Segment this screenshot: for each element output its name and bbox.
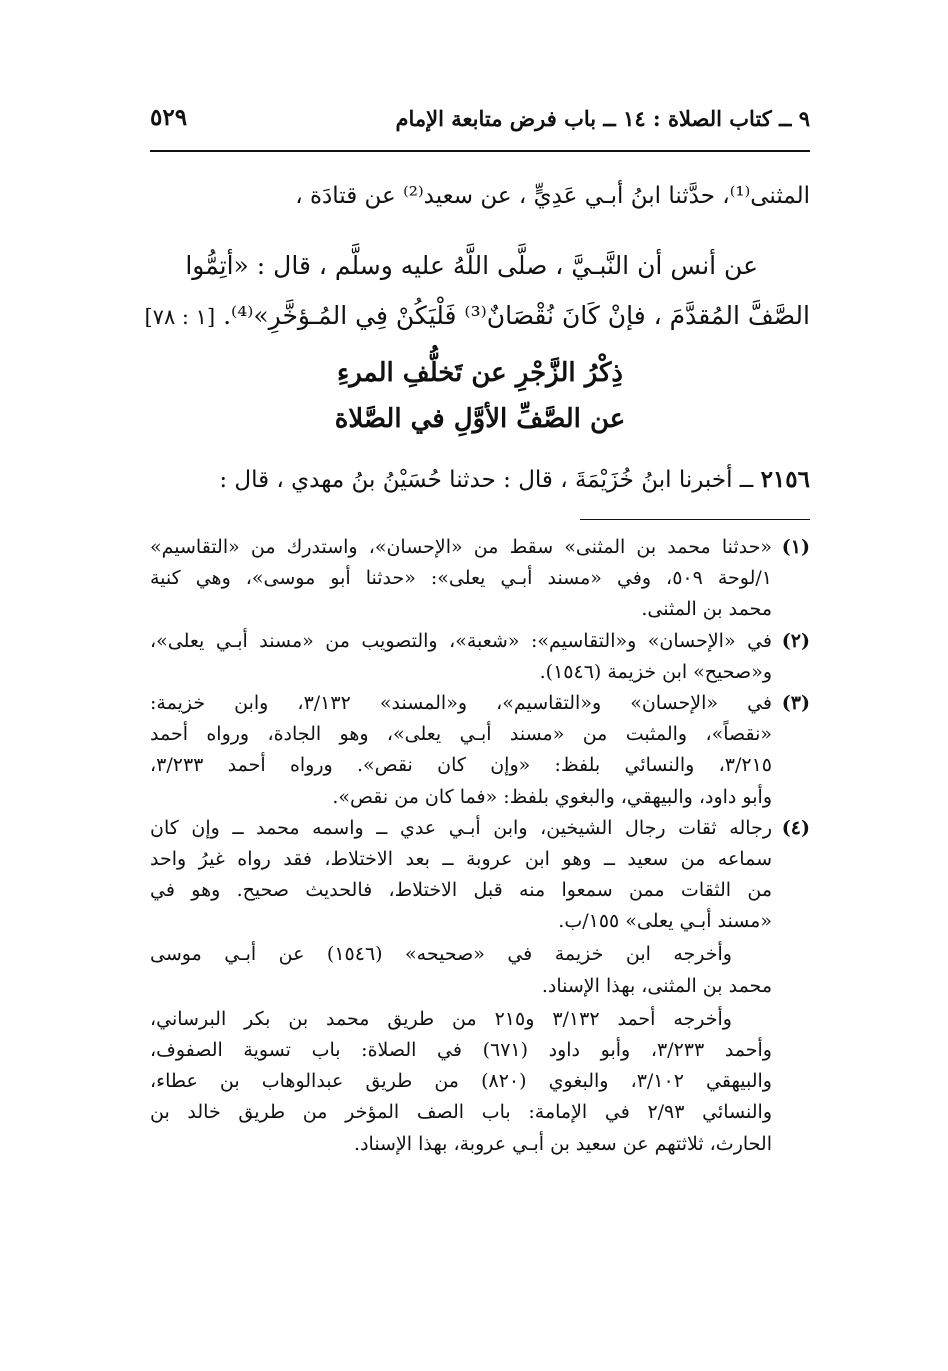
footnote-line: الحارث، ثلاثتهم عن سعيد بن أبـي عروبة، بهذا الإسناد. [354,1132,772,1155]
footnote-line: محمد بن المثنى، بهذا الإسناد. [541,974,772,997]
footnote-mark: (٤) [781,816,810,839]
footnote-body [150,532,772,626]
footnote-line: «نقصاً»، والمثبت من «مسند أبـي يعلى»، وهو الجادة، ورواه أحمد [150,723,772,746]
footnote-line: ١/لوحة ٥٠٩، وفي «مسند أبـي يعلى»: «حدثنا أبو موسى»، وهي كنية [150,567,772,590]
footnote-body [150,688,772,813]
footnote-line: محمد بن المثنى. [641,598,772,621]
footnotes [150,532,810,1160]
main-text-line-3-text: الصَّفَّ المُقدَّمَ ، فإنْ كَانَ نُقْصَانٌ⁽³⁾ فَلْيَكُنْ فِي المُـؤخَّرِ»⁽⁴⁾. [223,301,810,330]
footnote-mark: (٣) [781,691,810,714]
footnote-line: سماعه من سعيد ــ وهو ابن عروبة ــ بعد الاختلاط، فقد رواه غيرُ واحد [150,847,772,870]
hadith-text: ــ أخبرنا ابنُ خُزَيْمَةَ ، قال : حدثنا حُسَيْنُ بنُ مهدي ، قال : [219,467,754,493]
section-heading-line-2: عن الصَّفِّ الأوَّلِ في الصَّلاة [334,404,626,434]
main-text-line-1: المثنى⁽¹⁾، حدَّثنا ابنُ أبـي عَدِيٍّ ، عن سعيد⁽²⁾ عن قتادَة ، [295,183,810,209]
footnote-paragraph [150,1004,772,1160]
footnote-mark: (١) [781,536,810,558]
footnote-line: «حدثنا محمد بن المثنى» سقط من «الإحسان»، واستدرك من «التقاسيم» [150,536,772,558]
footnote-line: وأبو داود، والبيهقي، والبغوي بلفظ: «فما كان من نقص». [332,785,772,808]
main-text-line-2: عن أنس أن النَّبـيَّ ، صلَّى اللَّهُ عليه وسلَّم ، قال : «أتِمُّوا [185,251,758,280]
header-title: ٩ ــ كتاب الصلاة : ١٤ ــ باب فرض متابعة الإمام [395,106,810,131]
footnote-line: والبيهقي ٣/١٠٢، والبغوي (٨٢٠) من طريق عبدالوهاب بن عطاء، [150,1070,772,1093]
running-header [150,98,810,138]
footnote-line: وأخرجه أحمد ٣/١٣٢ و٢١٥ من طريق محمد بن بكر البرساني، [150,1007,732,1030]
footnote-line: من الثقات ممن سمعوا منه قبل الاختلاط، فالحديث صحيح. وهو في [150,879,772,902]
footnote-line: «مسند أبـي يعلى» ١٥٥/ب. [558,910,772,933]
footnote-line: في «الإحسان» و«التقاسيم»: «شعبة»، والتصويب من «مسند أبـي يعلى»، [150,629,772,652]
footnote-line: وأحمد ٣/٢٣٣، وأبو داود (٦٧١) في الصلاة: باب تسوية الصفوف، [150,1039,772,1061]
hadith-number: ٢١٥٦ [760,466,810,493]
page-number: ٥٢٩ [150,104,188,131]
footnote-line: ٣/٢١٥، والنسائي بلفظ: «وإن كان نقص». ورواه أحمد ٣/٢٣٣، [150,754,772,777]
hadith-start [150,466,810,493]
footnote-1 [150,532,810,626]
footnote-line: والنسائي ٢/٩٣ في الإمامة: باب الصف المؤخر من طريق خالد بن [150,1101,772,1124]
section-heading-line-1: ذِكْرُ الزَّجْرِ عن تَخلُّفِ المرءِ [336,358,623,388]
book-page [144,0,810,1371]
footnote-4 [150,813,810,1160]
footnote-body [150,626,772,688]
footnote-body [150,813,772,1160]
footnote-line: و«صحيح» ابن خزيمة (١٥٤٦). [539,660,772,683]
main-text-line-3 [144,288,810,345]
footnote-line: رجاله ثقات رجال الشيخين، وابن أبـي عدي ــ واسمه محمد ــ وإن كان [150,816,772,839]
footnote-3 [150,688,810,813]
footnote-2 [150,626,810,688]
footnote-line: في «الإحسان» و«التقاسيم»، و«المسند» ٣/١٣٢، وابن خزيمة: [150,691,772,714]
header-rule [150,150,810,152]
footnote-mark: (٢) [781,629,810,652]
footnote-paragraph [150,939,772,1001]
footnotes-rule [580,519,810,520]
footnote-line: وأخرجه ابن خزيمة في «صحيحه» (١٥٤٦) عن أبـي موسى [150,943,732,966]
hadith-reference: [١ : ٧٨] [144,305,216,329]
